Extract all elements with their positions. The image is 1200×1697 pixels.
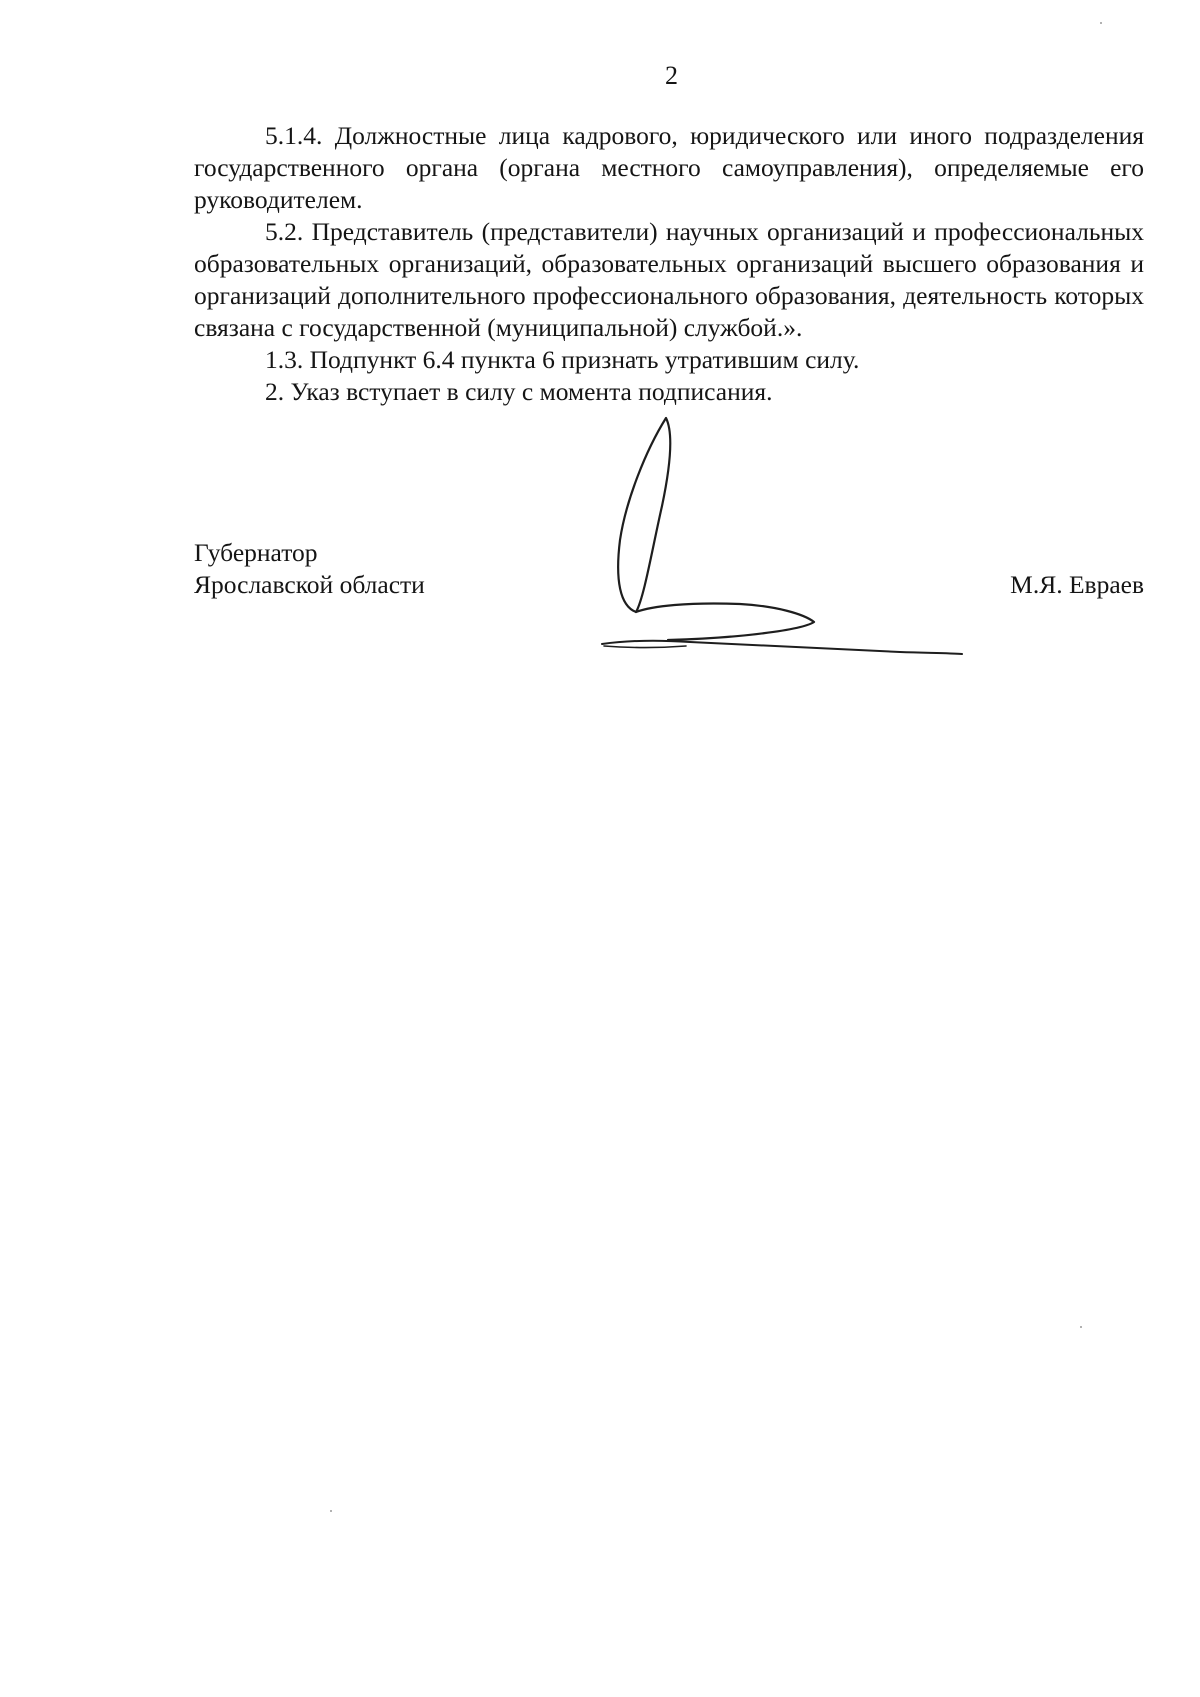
scan-speck (330, 1510, 332, 1512)
document-body (194, 120, 1144, 408)
handwritten-signature-icon (590, 410, 1010, 660)
paragraph-5-1-4: 5.1.4. Должностные лица кадрового, юридического или иного подразделения государственного органа (органа местного самоуправления), определяемые его руководителем. (194, 121, 1144, 214)
page-number: 2 (665, 61, 678, 90)
paragraph-2: 2. Указ вступает в силу с момента подписания. (265, 377, 773, 406)
signatory-title-line-1: Губернатор (194, 538, 318, 567)
signatory-title (194, 537, 425, 601)
signatory-title-line-2: Ярославской области (194, 570, 425, 599)
scan-speck (1080, 1326, 1082, 1328)
scan-speck (1100, 22, 1102, 24)
paragraph-5-2: 5.2. Представитель (представители) научных организаций и профессиональных образовательных организаций, образовательных организаций высшего образования и организаций дополнительного профессионального образования, деятельность которых связана с государственной (муниципальной) службой.». (194, 217, 1144, 342)
paragraph-1-3: 1.3. Подпункт 6.4 пункта 6 признать утратившим силу. (265, 345, 860, 374)
signatory-name: М.Я. Евраев (1010, 570, 1144, 599)
